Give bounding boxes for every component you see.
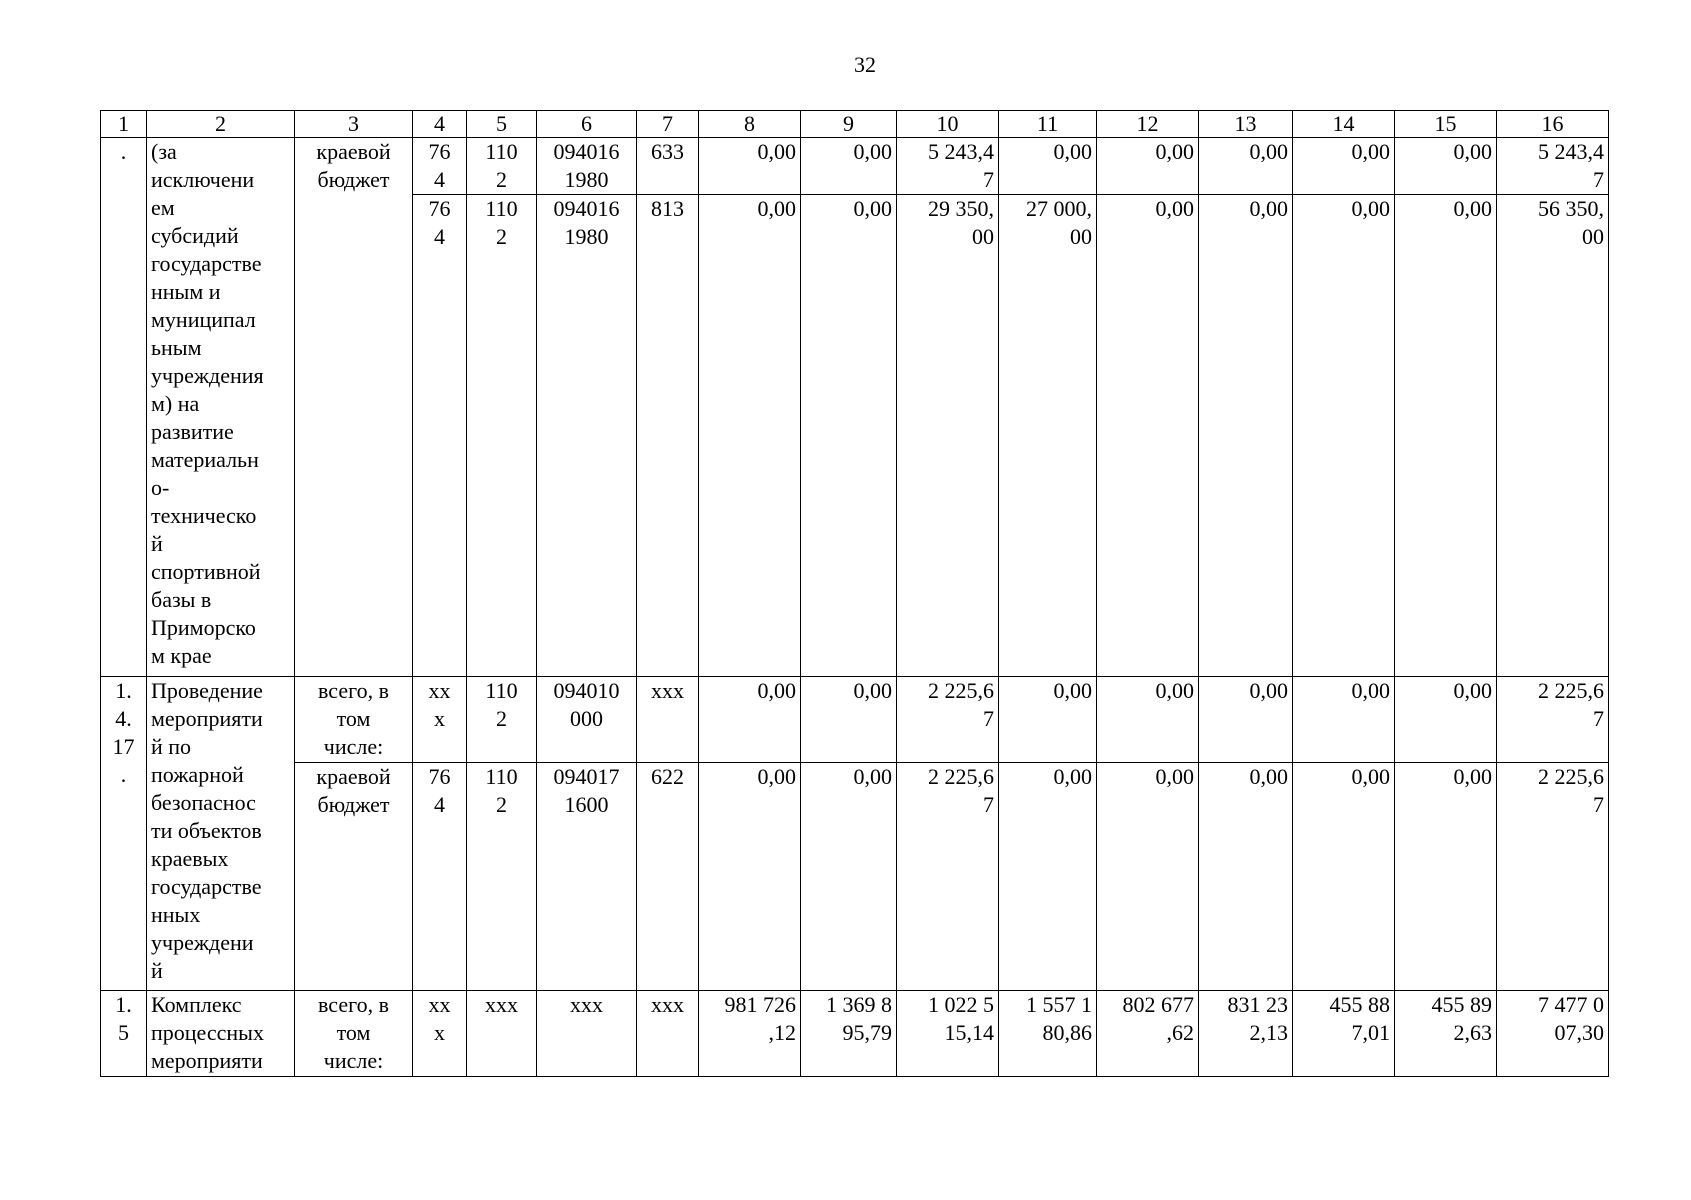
cell-c9: 1 369 8 95,79 [801,991,897,1077]
cell-c14: 0,00 [1293,138,1395,195]
cell-c6: ххх [537,991,637,1077]
activity-name: Комплекс процессных мероприяти [147,991,295,1077]
column-numbers-row [101,111,1609,138]
table-row [101,991,1609,1077]
cell-c16: 2 225,6 7 [1497,677,1609,763]
cell-c4: 76 4 [413,138,467,195]
cell-c6: 094017 1600 [537,763,637,991]
cell-c15: 0,00 [1395,138,1497,195]
cell-c9: 0,00 [801,195,897,677]
cell-c4: хх х [413,677,467,763]
column-number: 9 [801,111,897,138]
cell-c4: 76 4 [413,763,467,991]
cell-c13: 831 23 2,13 [1199,991,1293,1077]
cell-c11: 0,00 [999,677,1097,763]
cell-c11: 0,00 [999,138,1097,195]
column-number: 15 [1395,111,1497,138]
cell-c5: 110 2 [467,677,537,763]
cell-c10: 29 350, 00 [897,195,999,677]
cell-c7: ххх [637,991,699,1077]
column-number: 13 [1199,111,1293,138]
cell-c15: 455 89 2,63 [1395,991,1497,1077]
cell-c8: 0,00 [699,195,801,677]
column-number: 8 [699,111,801,138]
cell-c5: 110 2 [467,195,537,677]
cell-c11: 1 557 1 80,86 [999,991,1097,1077]
cell-c16: 2 225,6 7 [1497,763,1609,991]
cell-c5: ххх [467,991,537,1077]
table-row [101,138,1609,195]
cell-c7: 633 [637,138,699,195]
cell-c7: 622 [637,763,699,991]
cell-c6: 094016 1980 [537,195,637,677]
column-number: 14 [1293,111,1395,138]
cell-c12: 0,00 [1097,677,1199,763]
funding-source: краевой бюджет [295,763,413,991]
row-number: 1. 5 [101,991,147,1077]
column-number: 10 [897,111,999,138]
cell-c5: 110 2 [467,138,537,195]
cell-c9: 0,00 [801,138,897,195]
cell-c11: 27 000, 00 [999,195,1097,677]
cell-c13: 0,00 [1199,138,1293,195]
cell-c14: 0,00 [1293,195,1395,677]
cell-c12: 802 677 ,62 [1097,991,1199,1077]
cell-c9: 0,00 [801,763,897,991]
column-number: 4 [413,111,467,138]
row-number: 1. 4. 17 . [101,677,147,991]
cell-c16: 7 477 0 07,30 [1497,991,1609,1077]
cell-c6: 094016 1980 [537,138,637,195]
column-number: 2 [147,111,295,138]
cell-c6: 094010 000 [537,677,637,763]
table-row [101,677,1609,763]
cell-c10: 2 225,6 7 [897,677,999,763]
cell-c12: 0,00 [1097,195,1199,677]
cell-c4: хх х [413,991,467,1077]
cell-c15: 0,00 [1395,195,1497,677]
cell-c13: 0,00 [1199,763,1293,991]
cell-c4: 76 4 [413,195,467,677]
funding-source: краевой бюджет [295,138,413,677]
cell-c5: 110 2 [467,763,537,991]
cell-c7: ххх [637,677,699,763]
cell-c7: 813 [637,195,699,677]
column-number: 1 [101,111,147,138]
activity-name: (за исключени ем субсидий государстве нным и муниципал ьным учреждения м) на развитие материальн о- техническо й спортивной базы в Приморско м крае [147,138,295,677]
column-number: 6 [537,111,637,138]
cell-c15: 0,00 [1395,763,1497,991]
cell-c11: 0,00 [999,763,1097,991]
table-row [101,763,1609,991]
row-number: . [101,138,147,677]
activity-name: Проведение мероприяти й по пожарной безопаснос ти объектов краевых государстве нных учреждени й [147,677,295,991]
cell-c10: 1 022 5 15,14 [897,991,999,1077]
budget-table [100,110,1609,1077]
cell-c8: 981 726 ,12 [699,991,801,1077]
column-number: 7 [637,111,699,138]
cell-c13: 0,00 [1199,677,1293,763]
cell-c14: 455 88 7,01 [1293,991,1395,1077]
cell-c16: 5 243,4 7 [1497,138,1609,195]
column-number: 11 [999,111,1097,138]
page-number: 32 [854,52,876,77]
cell-c14: 0,00 [1293,677,1395,763]
funding-source: всего, в том числе: [295,677,413,763]
cell-c14: 0,00 [1293,763,1395,991]
cell-c9: 0,00 [801,677,897,763]
cell-c8: 0,00 [699,677,801,763]
cell-c8: 0,00 [699,763,801,991]
cell-c15: 0,00 [1395,677,1497,763]
funding-source: всего, в том числе: [295,991,413,1077]
column-number: 12 [1097,111,1199,138]
column-number: 5 [467,111,537,138]
cell-c16: 56 350, 00 [1497,195,1609,677]
cell-c10: 5 243,4 7 [897,138,999,195]
cell-c8: 0,00 [699,138,801,195]
cell-c10: 2 225,6 7 [897,763,999,991]
cell-c12: 0,00 [1097,763,1199,991]
cell-c12: 0,00 [1097,138,1199,195]
column-number: 3 [295,111,413,138]
column-number: 16 [1497,111,1609,138]
cell-c13: 0,00 [1199,195,1293,677]
